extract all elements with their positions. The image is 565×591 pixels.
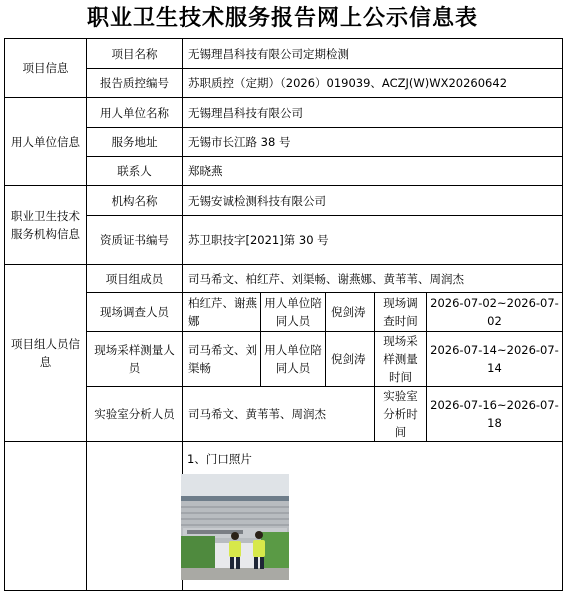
lab-time-value: 2026-07-16~2026-07-18 — [427, 387, 563, 442]
survey-time-value: 2026-07-02~2026-07-02 — [427, 293, 563, 332]
info-table — [4, 38, 563, 591]
report-qc-number-label: 报告质控编号 — [87, 69, 183, 98]
project-name-value: 无锡理昌科技有限公司定期检测 — [183, 39, 563, 69]
contact-person-value: 郑晓燕 — [183, 157, 563, 186]
photo-blank-cell — [5, 442, 87, 591]
employer-info-header: 用人单位信息 — [5, 98, 87, 186]
certificate-number-label: 资质证书编号 — [87, 216, 183, 265]
project-info-header: 项目信息 — [5, 39, 87, 98]
photo-cell — [183, 442, 563, 591]
survey-staff-value: 柏红芹、谢燕娜 — [183, 293, 261, 332]
agency-name-label: 机构名称 — [87, 186, 183, 216]
project-members-label: 项目组成员 — [87, 265, 183, 293]
lab-staff-label: 实验室分析人员 — [87, 387, 183, 442]
certificate-number-value: 苏卫职技字[2021]第 30 号 — [183, 216, 563, 265]
sampling-time-label: 现场采样测量时间 — [375, 332, 427, 387]
survey-accomp-label: 用人单位陪同人员 — [261, 293, 326, 332]
employer-name-value: 无锡理昌科技有限公司 — [183, 98, 563, 128]
service-address-value: 无锡市长江路 38 号 — [183, 128, 563, 157]
employer-name-label: 用人单位名称 — [87, 98, 183, 128]
staff-info-header: 项目组人员信息 — [5, 265, 87, 442]
lab-staff-value: 司马希文、黄苇苇、周润杰 — [183, 387, 375, 442]
photo-blank-cell-2 — [87, 442, 183, 591]
sampling-accomp-value: 倪剑涛 — [326, 332, 375, 387]
survey-accomp-value: 倪剑涛 — [326, 293, 375, 332]
agency-name-value: 无锡安诚检测科技有限公司 — [183, 186, 563, 216]
page-title: 职业卫生技术服务报告网上公示信息表 — [86, 6, 478, 31]
photo-caption: 1、门口照片 — [187, 452, 252, 466]
agency-info-header: 职业卫生技术服务机构信息 — [5, 186, 87, 265]
sampling-time-value: 2026-07-14~2026-07-14 — [427, 332, 563, 387]
service-address-label: 服务地址 — [87, 128, 183, 157]
survey-staff-label: 现场调查人员 — [87, 293, 183, 332]
lab-time-label: 实验室分析时间 — [375, 387, 427, 442]
sampling-accomp-label: 用人单位陪同人员 — [261, 332, 326, 387]
entrance-photo — [181, 474, 289, 580]
sampling-staff-value: 司马希文、刘渠畅 — [183, 332, 261, 387]
survey-time-label: 现场调查时间 — [375, 293, 427, 332]
sampling-staff-label: 现场采样测量人员 — [87, 332, 183, 387]
project-members-value: 司马希文、柏红芹、刘渠畅、谢燕娜、黄苇苇、周润杰 — [183, 265, 563, 293]
project-name-label: 项目名称 — [87, 39, 183, 69]
report-qc-number-value: 苏职质控（定期）（2026）019039、ACZJ(W)WX20260642 — [183, 69, 563, 98]
contact-person-label: 联系人 — [87, 157, 183, 186]
